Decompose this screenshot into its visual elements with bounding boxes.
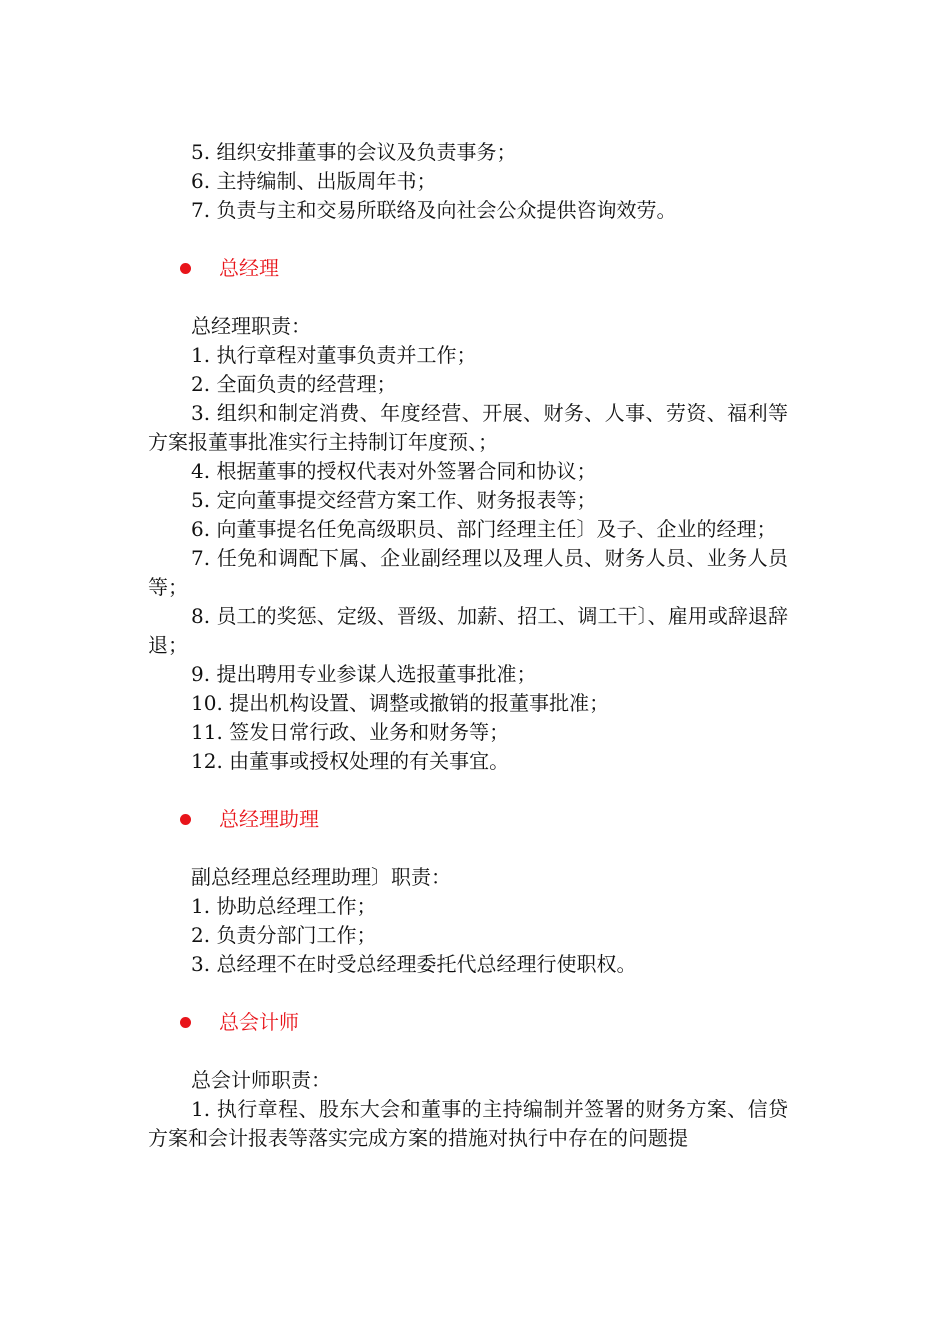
section-intro: 副总经理总经理助理〕职责： [191,865,451,889]
list-item: 3. 组织和制定消费、年度经营、开展、财务、人事、劳资、福利等方案报董事批准实行主持制订年度预、； [148,401,788,454]
list-item: 6. 向董事提名任免高级职员、部门经理主任〕及子、企业的经理； [191,517,777,541]
list-item: 7. 任免和调配下属、企业副经理以及理人员、财务人员、业务人员等； [148,546,788,599]
list-item: 11. 签发日常行政、业务和财务等； [191,720,510,744]
list-item: 1. 协助总经理工作； [191,894,377,918]
section-heading-assistant-gm [148,805,788,834]
bullet-icon [180,1017,191,1028]
section-heading-chief-accountant [148,1008,788,1037]
section-heading-text: 总经理助理 [219,807,319,831]
list-item: 2. 全面负责的经营理； [191,372,397,396]
list-item: 8. 员工的奖惩、定级、晋级、加薪、招工、调工干〕、雇用或辞退辞退； [148,604,788,657]
section-heading-text: 总会计师 [219,1010,299,1034]
list-item: 6. 主持编制、出版周年书； [191,169,437,193]
list-item: 1. 执行章程对董事负责并工作； [191,343,477,367]
list-item: 1. 执行章程、股东大会和董事的主持编制并签署的财务方案、信贷方案和会计报表等落实完成方案的措施对执行中存在的问题提 [148,1097,788,1150]
list-item: 2. 负责分部门工作； [191,923,377,947]
list-item: 7. 负责与主和交易所联络及向社会公众提供咨询效劳。 [191,198,677,222]
document-page [148,138,788,1153]
section-intro: 总经理职责： [191,314,311,338]
bullet-icon [180,814,191,825]
list-item: 5. 组织安排董事的会议及负责事务； [191,140,517,164]
section-heading-general-manager [148,254,788,283]
list-item: 5. 定向董事提交经营方案工作、财务报表等； [191,488,597,512]
list-item: 3. 总经理不在时受总经理委托代总经理行使职权。 [191,952,637,976]
list-item: 4. 根据董事的授权代表对外签署合同和协议； [191,459,597,483]
section-heading-text: 总经理 [219,256,279,280]
section-intro: 总会计师职责： [191,1068,331,1092]
list-item: 12. 由董事或授权处理的有关事宜。 [191,749,510,773]
bullet-icon [180,263,191,274]
list-item: 10. 提出机构设置、调整或撤销的报董事批准； [191,691,610,715]
list-item: 9. 提出聘用专业参谋人选报董事批准； [191,662,537,686]
